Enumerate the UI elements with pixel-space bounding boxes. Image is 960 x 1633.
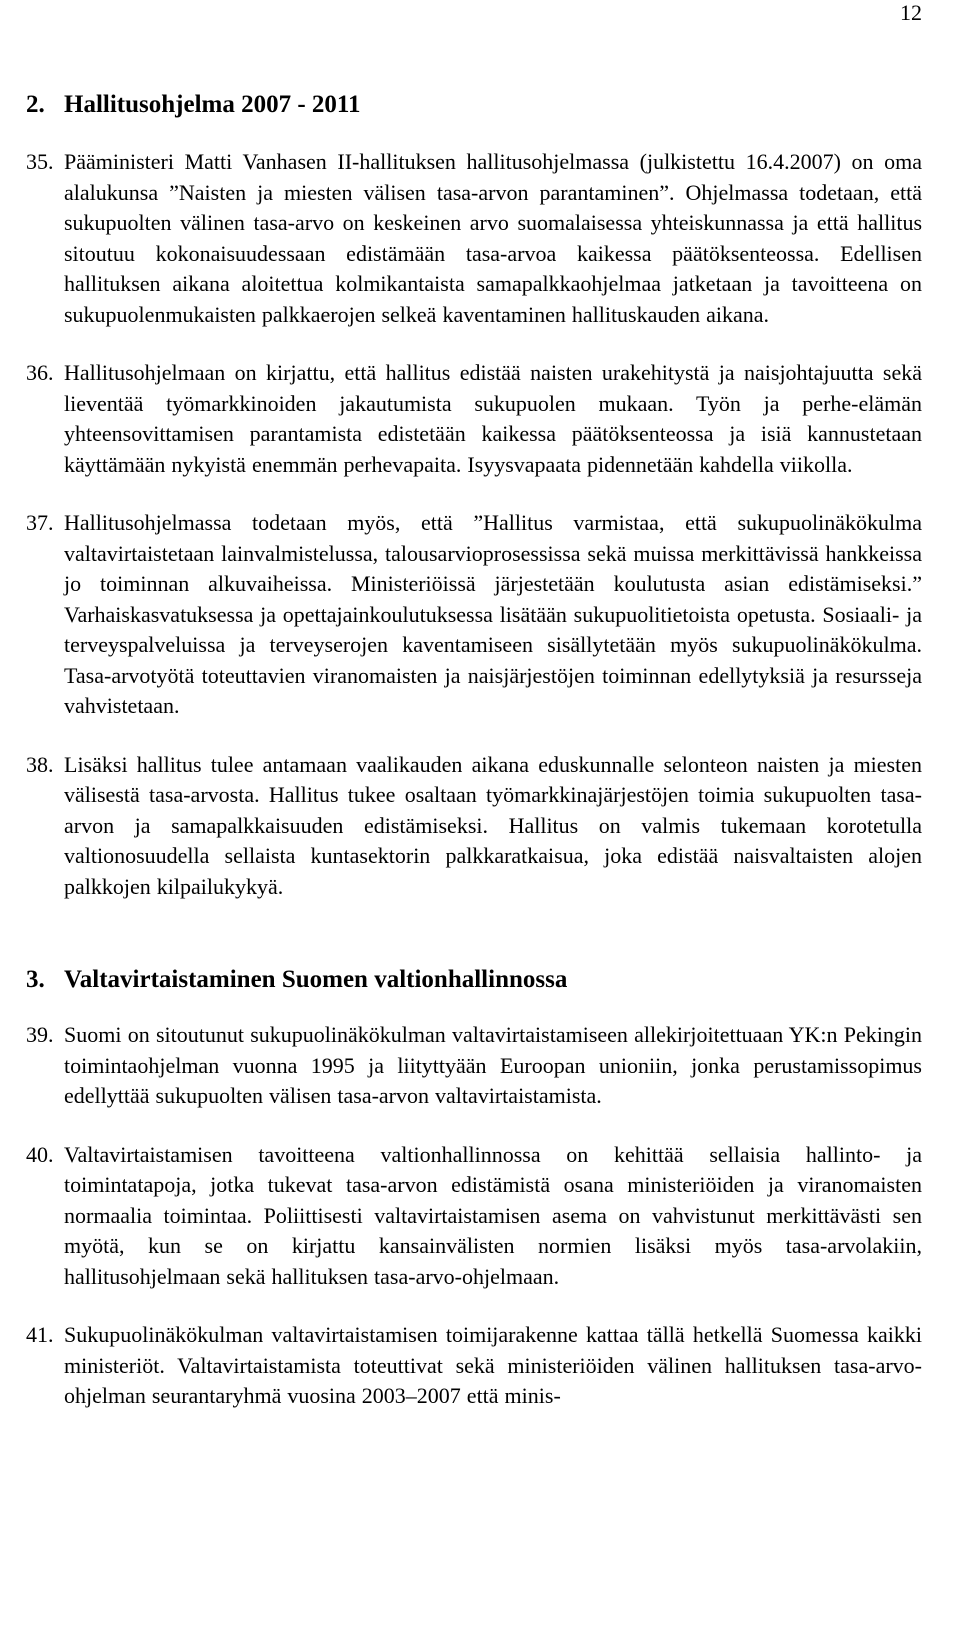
document-body bbox=[26, 90, 922, 1412]
numbered-paragraph bbox=[26, 1320, 922, 1412]
section-heading bbox=[26, 965, 922, 995]
paragraph-number: 41. bbox=[26, 1322, 54, 1347]
paragraph-text: Valtavirtaistamisen tavoitteena valtionhallinnossa on kehittää sellaisia hallinto- ja toimintatapoja, jotka tukevat tasa-arvon edistämistä osana ministeriöiden ja viranomaisten normaalia toimintaa. Poliittisesti valtavirtaistamisen asema on vahvistunut merkittävästi sen myötä, kun se on kirjattu kansainvälisten normien lisäksi myös tasa-arvolakiin, hallitusohjelmaan sekä hallituksen tasa-arvo-ohjelmaan. bbox=[64, 1141, 922, 1289]
numbered-paragraph bbox=[26, 1020, 922, 1112]
numbered-paragraph bbox=[26, 1140, 922, 1293]
section-number: 2. bbox=[26, 91, 45, 118]
paragraph-number: 39. bbox=[26, 1022, 54, 1047]
page-number: 12 bbox=[900, 0, 922, 25]
numbered-paragraph bbox=[26, 147, 922, 330]
paragraph-number: 35. bbox=[26, 149, 54, 174]
numbered-paragraph bbox=[26, 750, 922, 903]
paragraph-number: 36. bbox=[26, 360, 54, 385]
section-number: 3. bbox=[26, 966, 45, 993]
paragraph-number: 37. bbox=[26, 510, 54, 535]
section-title: Valtavirtaistaminen Suomen valtionhallinnossa bbox=[64, 966, 568, 993]
section-heading bbox=[26, 90, 922, 120]
numbered-paragraph bbox=[26, 358, 922, 480]
paragraph-number: 40. bbox=[26, 1141, 54, 1167]
paragraph-text: Lisäksi hallitus tulee antamaan vaalikauden aikana eduskunnalle selonteon naisten ja miesten välisestä tasa-arvosta. Hallitus tukee osaltaan työmarkkinajärjestöjen toimia sukupuolten tasa-arvon ja samapalkkaisuuden edistämiseksi. Hallitus on valmis tukemaan korotetulla valtionosuudella sellaista kuntasektorin palkkaratkaisua, joka edistää naisvaltaisten alojen palkkojen kilpailukykyä. bbox=[64, 751, 922, 899]
paragraph-text: Sukupuolinäkökulman valtavirtaistamisen toimijarakenne kattaa tällä hetkellä Suomessa kaikki ministeriöt. Valtavirtaistamista toteuttivat sekä ministeriöiden välinen hallituksen tasa-arvo-ohjelman seurantaryhmä vuosina 2003–2007 että minis- bbox=[64, 1322, 922, 1408]
paragraph-text: Hallitusohjelmaan on kirjattu, että hallitus edistää naisten urakehitystä ja naisjohtajuutta sekä lieventää työmarkkinoiden jakautumista sukupuolen mukaan. Työn ja perhe-elämän yhteensovittamisen parantamista edistetään kaikessa päätöksenteossa ja isiä kannustetaan käyttämään nykyistä enemmän perhevapaita. Isyysvapaata pidennetään kahdella viikolla. bbox=[64, 360, 922, 477]
paragraph-text: Suomi on sitoutunut sukupuolinäkökulman valtavirtaistamiseen allekirjoitettuaan YK:n Pekingin toimintaohjelman vuonna 1995 ja liityttyään Euroopan unioniin, jonka perustamissopimus edellyttää sukupuolten välisen tasa-arvon valtavirtaistamista. bbox=[64, 1022, 922, 1108]
paragraph-number: 38. bbox=[26, 751, 54, 777]
paragraph-text: Hallitusohjelmassa todetaan myös, että ”Hallitus varmistaa, että sukupuolinäkökulma valtavirtaistetaan lainvalmistelussa, talousarvioprosessissa sekä muissa merkittävissä hankkeissa jo toiminnan alkuvaiheissa. Ministeriöissä järjestetään koulutusta asian edistämiseksi.” Varhaiskasvatuksessa ja opettajainkoulutuksessa lisätään sukupuolitietoista opetusta. Sosiaali- ja terveyspalveluissa ja terveyserojen kaventamiseen sisällytetään myös sukupuolinäkökulma. Tasa-arvotyötä toteuttavien viranomaisten ja naisjärjestöjen toiminnan edellytyksiä ja resursseja vahvistetaan. bbox=[64, 510, 922, 718]
section-title: Hallitusohjelma 2007 - 2011 bbox=[64, 91, 361, 118]
numbered-paragraph bbox=[26, 508, 922, 722]
paragraph-text: Pääministeri Matti Vanhasen II-hallituksen hallitusohjelmassa (julkistettu 16.4.2007) on oma alalukunsa ”Naisten ja miesten välisen tasa-arvon parantaminen”. Ohjelmassa todetaan, että sukupuolten välinen tasa-arvo on keskeinen arvo suomalaisessa yhteiskunnassa ja että hallitus sitoutuu kokonaisuudessaan edistämään tasa-arvoa kaikessa päätöksenteossa. Edellisen hallituksen aikana aloitettua kolmikantaista samapalkkaohjelmaa jatketaan ja tavoitteena on sukupuolenmukaisten palkkaerojen selkeä kaventaminen hallituskauden aikana. bbox=[64, 149, 922, 327]
